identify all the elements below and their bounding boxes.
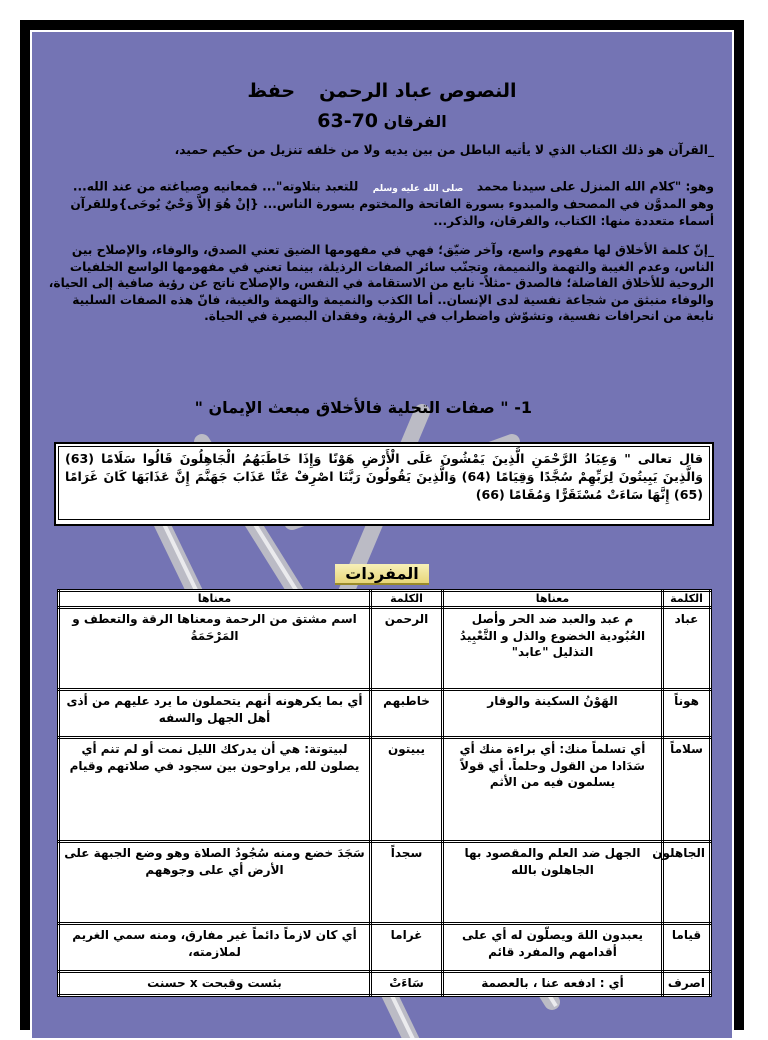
vocab-meaning: أي بما يكرهونه أنهم يتحملون ما يرد عليهم من أذى أهل الجهل والسفه xyxy=(59,690,371,738)
vocab-word: عباد xyxy=(663,608,711,690)
vocab-meaning: يعبدون اللهَ ويصلّون له أي على أقدامهم والمفرد قائم xyxy=(443,924,663,972)
vocab-title-label: المفردات xyxy=(335,564,428,585)
vocab-meaning: أي كان لازماً دائماً غير مفارق، ومنه سمي الغريم لملازمته، xyxy=(59,924,371,972)
vocab-meaning: أي : ادفعه عنا ، بالعصمة xyxy=(443,972,663,996)
header-meaning-1: معناها xyxy=(443,591,663,608)
vocab-meaning: لبيتوتة: هي أن يدركك الليل نمت أو لم تنم أي يصلون لله, يراوحون بين سجود في صلاتهم وقيام xyxy=(59,738,371,842)
document-page xyxy=(30,30,734,1040)
surah-name: الفرقان xyxy=(383,112,447,131)
title-tag: حفظ xyxy=(247,80,296,102)
vocab-meaning: الجهل ضد العلم والمقصود بها الجاهلون بالله xyxy=(443,842,663,924)
verse-text: قال تعالى " وَعِبَادُ الرَّحْمَنِ الَّذِينَ يَمْشُونَ عَلَى الْأَرْضِ هَوْنًا وَإِذَا خَاطَبَهُمُ الْجَاهِلُونَ قَالُوا سَلَامًا (63) وَالَّذِينَ يَبِيتُونَ لِرَبِّهِمْ سُجَّدًا وَقِيَامًا (64) وَالَّذِينَ يَقُولُونَ رَبَّنَا اصْرِفْ عَنَّا عَذَابَ جَهَنَّمَ إِنَّ عَذَابَهَا كَانَ غَرَامًا (65) إِنَّهَا سَاءَتْ مُسْتَقَرًّا وَمُقَامًا (66) xyxy=(58,446,710,520)
vocab-word: الرحمن xyxy=(371,608,443,690)
intro-definition-rest: للتعبد بتلاوته"... فمعانيه وصياغته من عند الله... وهو المدوَّن في المصحف والمبدوء بسورة الفاتحة والمختوم بسورة الناس... {إنْ هُوَ إلاَّ وَحْيٌ يُوحَى}وللقرآن أسماء متعددة منها: الكتاب، والفرقان، والذكر... xyxy=(70,179,714,228)
calligraphy-seal-icon xyxy=(373,178,463,196)
vocab-word: سَاءَتْ xyxy=(371,972,443,996)
vocab-meaning: سَجَدَ خضع ومنه سُجُودُ الصلاة وهو وضع الجبهة على الأرض أي على وجوههم xyxy=(59,842,371,924)
table-row xyxy=(59,690,711,738)
table-row xyxy=(59,738,711,842)
verse-box xyxy=(54,442,714,526)
vocab-word: خاطبهم xyxy=(371,690,443,738)
seal-text: صلى الله عليه وسلم xyxy=(372,184,463,194)
table-row xyxy=(59,608,711,690)
table-row xyxy=(59,924,711,972)
vocab-word: غراما xyxy=(371,924,443,972)
vocab-meaning: اسم مشتق من الرحمة ومعناها الرقة والتعطف و المَرْحَمَةُ xyxy=(59,608,371,690)
vocab-word: سجداً xyxy=(371,842,443,924)
vocab-header-row xyxy=(59,591,711,608)
vocab-word: هوناً xyxy=(663,690,711,738)
table-row xyxy=(59,842,711,924)
header-word-2: الكلمة xyxy=(371,591,443,608)
intro-definition-start: وهو: "كلام الله المنزل على سيدنا محمد xyxy=(476,179,714,194)
verse-range: 63-70 xyxy=(317,110,379,132)
header-word-1: الكلمة xyxy=(663,591,711,608)
vocab-meaning: أي تسلماً منك: أي براءة منك أي سَدَادا من القول وحلماً. أي قولاً يسلمون فيه من الأثم xyxy=(443,738,663,842)
vocab-word: اصرف xyxy=(663,972,711,996)
table-row xyxy=(59,972,711,996)
section-heading: 1- " صفات التحلية فالأخلاق مبعث الإيمان " xyxy=(194,398,532,417)
intro-line: _القرآن هو ذلك الكتاب الذي لا يأتيه الباطل من بين يديه ولا من خلفه تنزيل من حكيم حميد، xyxy=(174,143,714,157)
vocab-word: قياما xyxy=(663,924,711,972)
vocab-meaning: الهَوْنُ السكينة والوقار xyxy=(443,690,663,738)
vocab-meaning: بئست وقبحت x حسنت xyxy=(59,972,371,996)
title-main: النصوص عباد الرحمن xyxy=(319,80,517,102)
page-title xyxy=(32,80,732,102)
vocab-meaning: م عبد والعبد ضد الحر وأصل العُبُودية الخضوع والذل و التَّعْبِيدُ التذليل "عابد" xyxy=(443,608,663,690)
vocab-word: الجاهلون xyxy=(663,842,711,924)
vocab-table xyxy=(57,589,712,997)
ethics-paragraph: _إنّ كلمة الأخلاق لها مفهوم واسع، وآخر ضيّق؛ فهي في مفهومها الضيق تعني الصدق، والوفاء، والإصلاح بين الناس، وعدم الغيبة والتهمة والنميمة، وتجنّب سائر الصفات الرذيلة، بينما تعني في مفهومها الواسع الخلفيات الروحية للأخلاق الفاضلة؛ فالصدق -مثلاً- نابع من الاستقامة في النفس، والإصلاح ناتج عن رؤية صافية إلى الحياة، والوفاء منبثق من شجاعة نفسية لدى الإنسان.. أما الكذب والنميمة والتهمة والغيبة، فانّ هذه الصفات السلبية نابعة من انحرافات نفسية، وتشوّش واضطراب في الرؤية، وفقدان البصيرة في الحياة. xyxy=(48,243,714,323)
vocab-word: يبيتون xyxy=(371,738,443,842)
page-subtitle xyxy=(32,110,732,132)
vocab-title xyxy=(32,564,732,585)
intro-definition xyxy=(46,178,714,229)
header-meaning-2: معناها xyxy=(59,591,371,608)
vocab-word: سلاماً xyxy=(663,738,711,842)
